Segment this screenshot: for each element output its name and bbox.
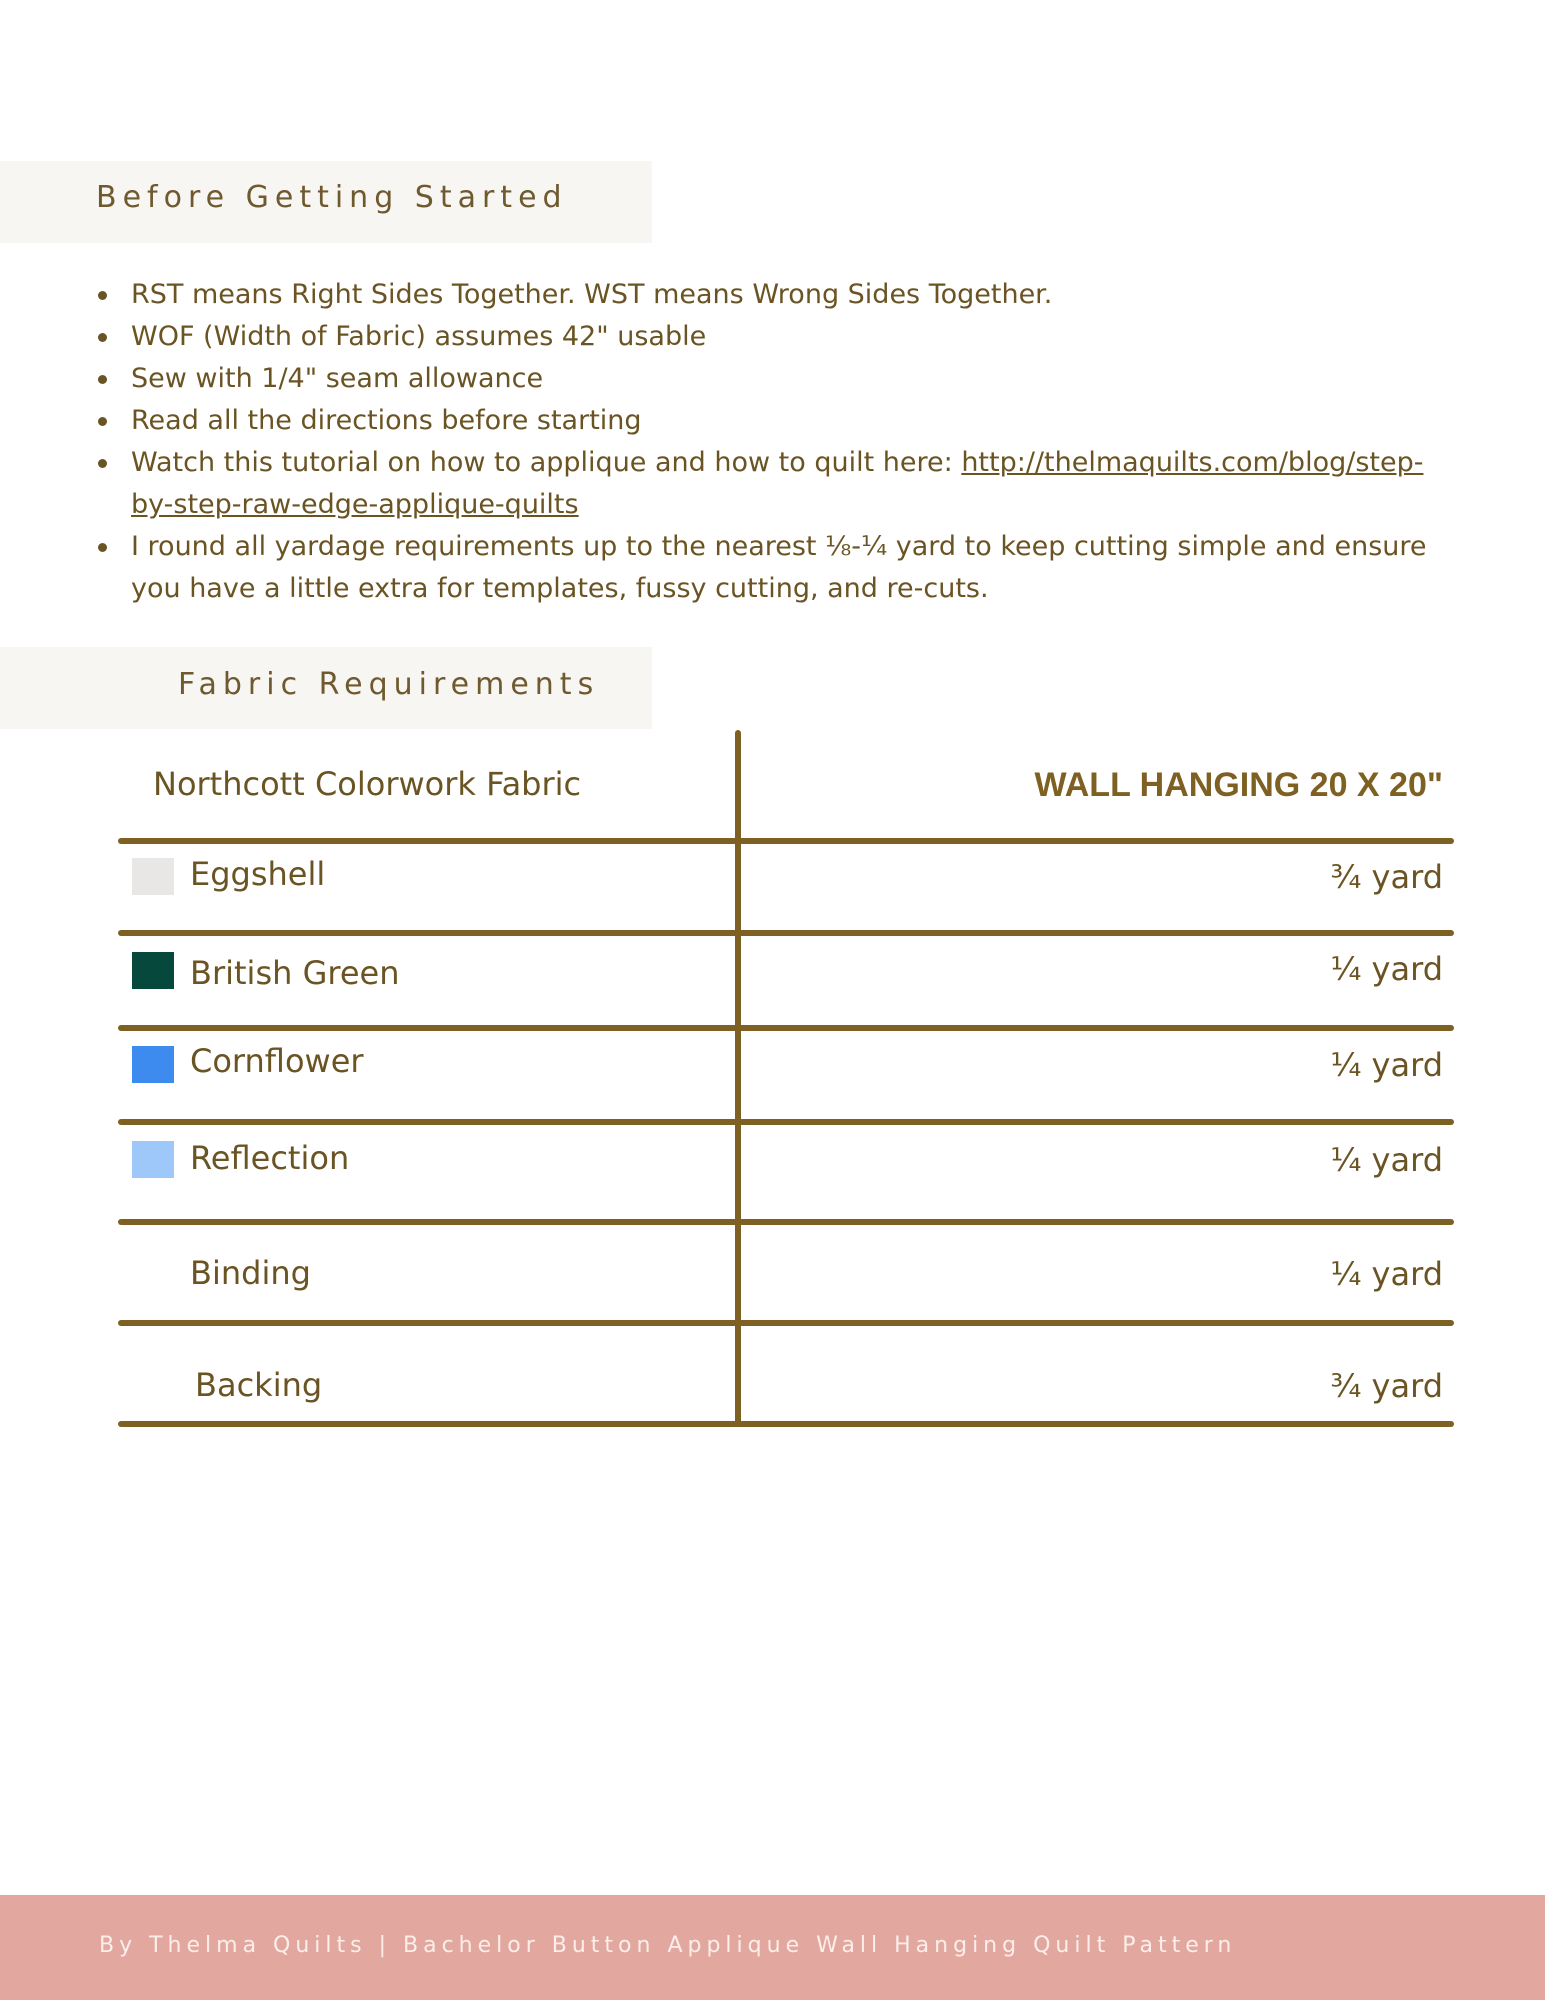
bullet-icon [98,459,107,468]
fabric-name: Backing [195,1366,323,1404]
fabric-amount: ¼ yard [1330,950,1443,988]
list-item: Read all the directions before starting [98,400,1458,442]
fabric-amount: ¼ yard [1330,1046,1443,1084]
fabric-name: British Green [190,954,400,992]
bullet-icon [98,333,107,342]
table-divider [118,930,1454,936]
list-item: WOF (Width of Fabric) assumes 42" usable [98,316,1458,358]
fabric-name: Eggshell [190,855,326,893]
fabric-name: Reflection [190,1139,350,1177]
table-divider [118,838,1454,844]
fabric-amount: ¾ yard [1330,858,1443,896]
section-title-before: Before Getting Started [96,180,568,215]
table-divider [118,1421,1454,1427]
fabric-name: Cornflower [190,1042,364,1080]
table-header-right: WALL HANGING 20 X 20" [1034,766,1443,804]
table-divider [118,1025,1454,1031]
list-item: RST means Right Sides Together. WST means Wrong Sides Together. [98,274,1458,316]
swatch-cornflower [132,1046,174,1083]
instructions-list [98,274,1458,610]
swatch-eggshell [132,858,174,895]
table-divider [118,1219,1454,1225]
swatch-reflection [132,1141,174,1178]
bullet-icon [98,291,107,300]
fabric-amount: ¼ yard [1330,1141,1443,1179]
table-divider [118,1119,1454,1125]
fabric-name: Binding [190,1254,311,1292]
section-title-fabric: Fabric Requirements [178,667,600,702]
footer-bar [0,1895,1545,2000]
fabric-amount: ¼ yard [1330,1255,1443,1293]
swatch-british-green [132,952,174,989]
list-item: Sew with 1/4" seam allowance [98,358,1458,400]
list-item: Watch this tutorial on how to applique and how to quilt here: http://thelmaquilts.com/blog/step-by-step-raw-edge-applique-quilts [98,442,1458,526]
table-divider [118,1320,1454,1326]
table-header-left: Northcott Colorwork Fabric [153,765,582,803]
footer-text: By Thelma Quilts | Bachelor Button Applique Wall Hanging Quilt Pattern [99,1933,1237,1958]
bullet-icon [98,375,107,384]
fabric-amount: ¾ yard [1330,1367,1443,1405]
list-item: I round all yardage requirements up to the nearest ⅛-¼ yard to keep cutting simple and ensure you have a little extra for templates, fussy cutting, and re-cuts. [98,526,1458,610]
bullet-icon [98,543,107,552]
bullet-icon [98,417,107,426]
tutorial-link[interactable]: http://thelmaquilts.com/blog/step-by-step-raw-edge-applique-quilts [131,447,1424,520]
